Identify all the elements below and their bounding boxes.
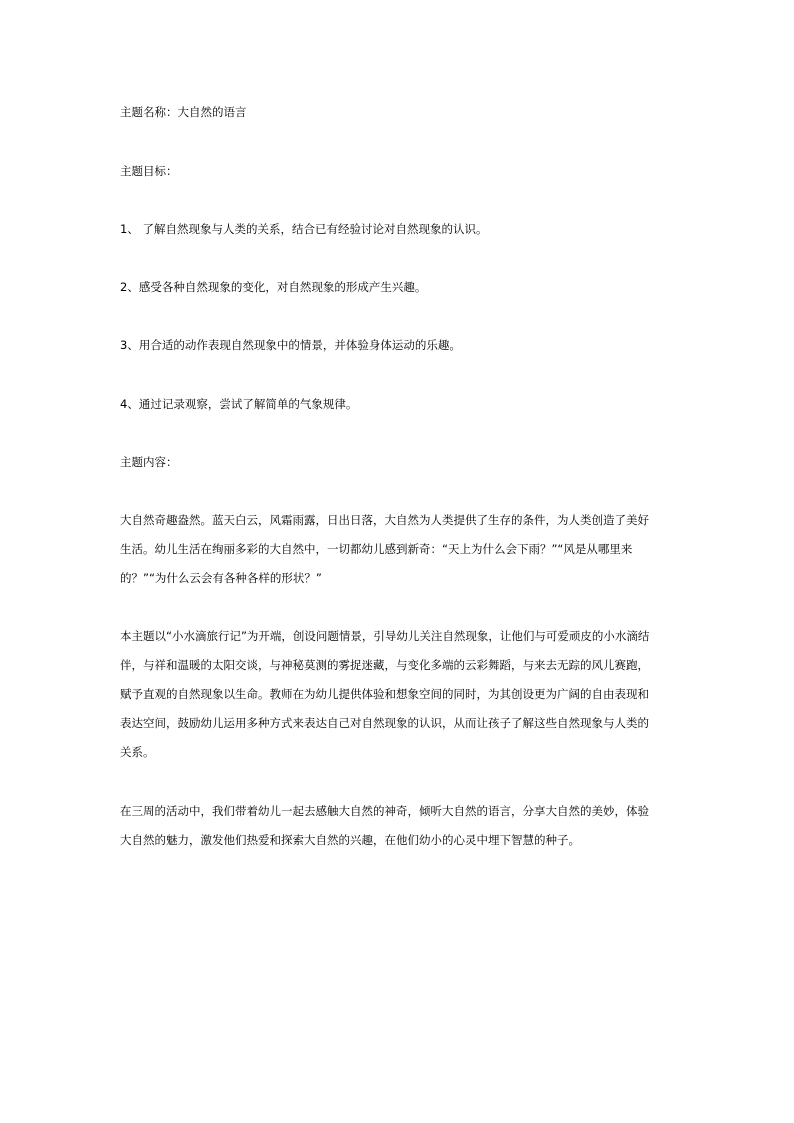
goal-item-2: 2、感受各种自然现象的变化，对自然现象的形成产生兴趣。 — [120, 280, 427, 294]
goal-item-4: 4、通过记录观察，尝试了解简单的气象规律。 — [120, 397, 358, 411]
paragraph-2-line-1: 本主题以“小水滴旅行记”为开端，创设问题情景，引导幼儿关注自然现象，让他们与可爱顽皮的小水滴结 — [120, 629, 650, 643]
content-heading: 主题内容： — [120, 455, 178, 469]
paragraph-1-line-3: 的？”“为什么云会有各种各样的形状？” — [120, 571, 322, 585]
theme-name: 主题名称：大自然的语言 — [120, 105, 247, 119]
paragraph-2-line-2: 伴，与祥和温暖的太阳交谈，与神秘莫测的雾捉迷藏，与变化多端的云彩舞蹈，与来去无踪的风儿赛跑， — [120, 658, 649, 672]
goal-item-1: 1、 了解自然现象与人类的关系，结合已有经验讨论对自然现象的认识。 — [120, 222, 488, 236]
paragraph-3-line-1: 在三周的活动中，我们带着幼儿一起去感触大自然的神奇，倾听大自然的语言，分享大自然的美妙，体验 — [120, 804, 649, 818]
paragraph-1-line-1: 大自然奇趣盎然。蓝天白云，风霜雨露，日出日落，大自然为人类提供了生存的条件，为人类创造了美好 — [120, 513, 649, 527]
paragraph-2-line-5: 关系。 — [120, 745, 155, 759]
goals-heading: 主题目标： — [120, 164, 178, 178]
paragraph-1-line-2: 生活。幼儿生活在绚丽多彩的大自然中，一切都幼儿感到新奇：“天上为什么会下雨？”“风是从哪里来 — [120, 542, 633, 556]
paragraph-3-line-2: 大自然的魅力，激发他们热爱和探索大自然的兴趣，在他们幼小的心灵中埋下智慧的种子。 — [120, 833, 580, 847]
paragraph-2-line-3: 赋予直观的自然现象以生命。教师在为幼儿提供体验和想象空间的同时，为其创设更为广阔的自由表现和 — [120, 687, 649, 701]
paragraph-2-line-4: 表达空间，鼓励幼儿运用多种方式来表达自己对自然现象的认识，从而让孩子了解这些自然现象与人类的 — [120, 716, 649, 730]
goal-item-3: 3、用合适的动作表现自然现象中的情景，并体验身体运动的乐趣。 — [120, 338, 461, 352]
